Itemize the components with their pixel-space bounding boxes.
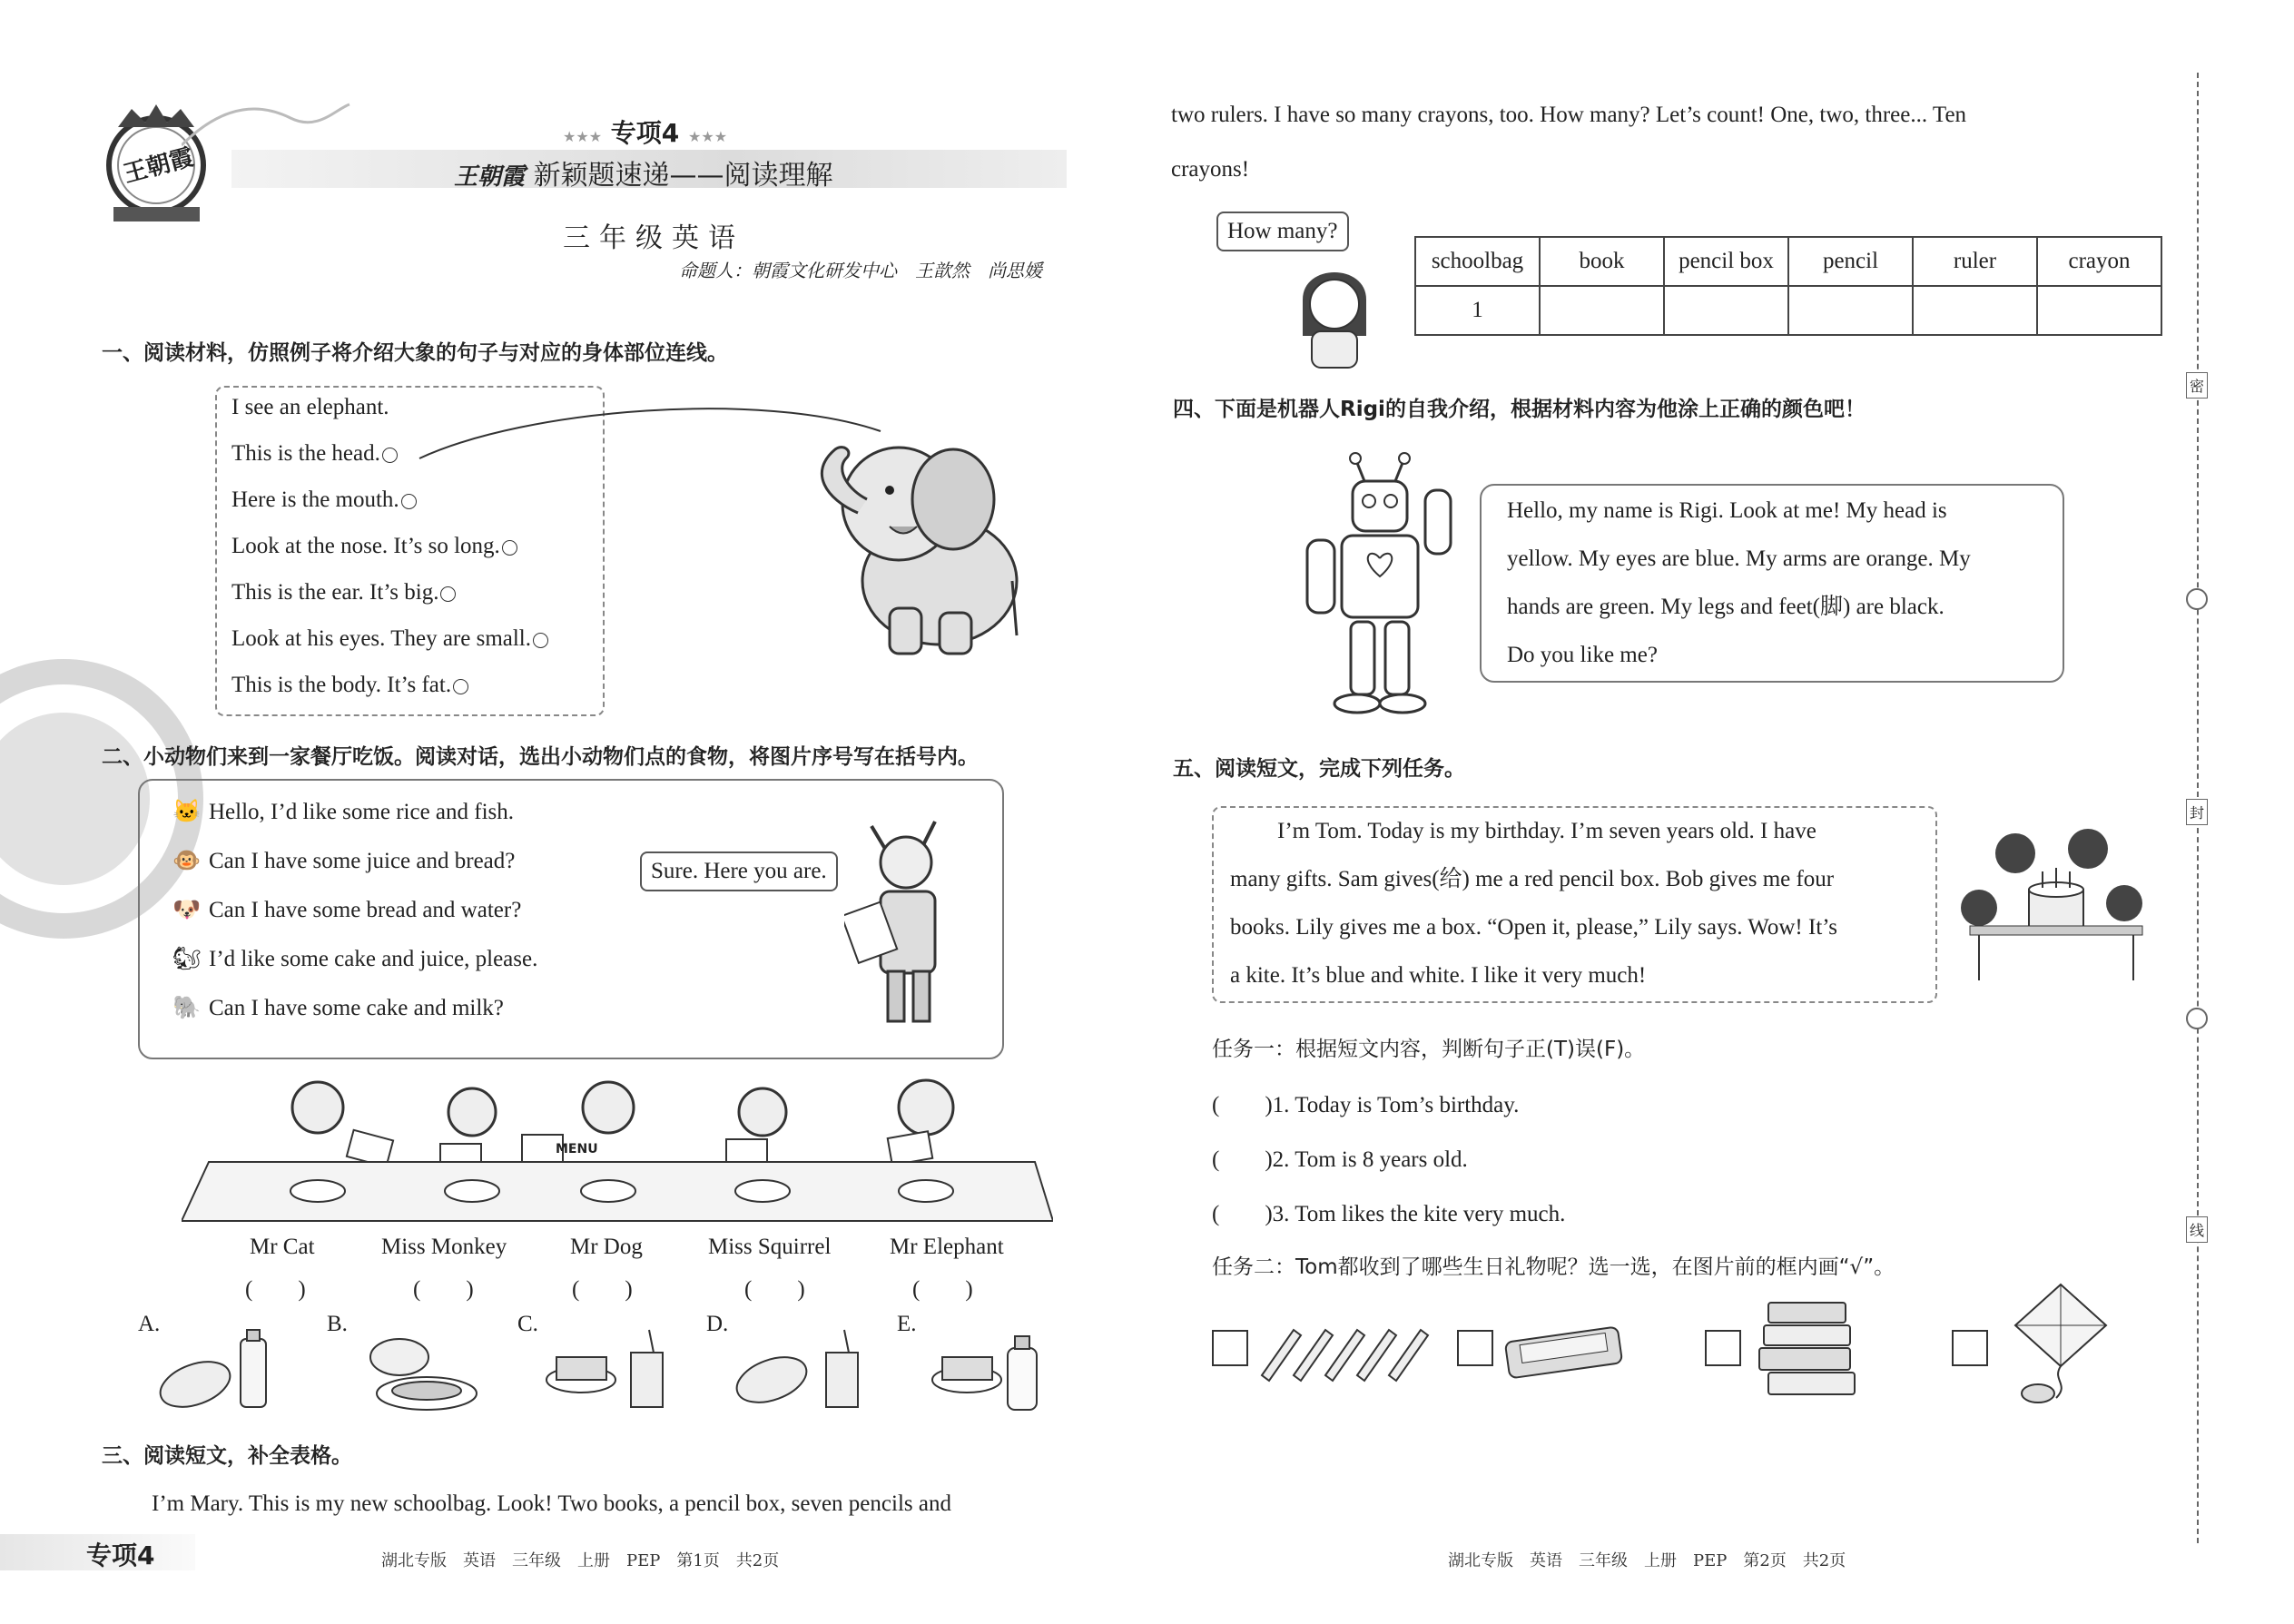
option-label: D. bbox=[706, 1312, 729, 1336]
footer-page1: 湖北专版 英语 三年级 上册 PEP 第1页 共2页 bbox=[381, 1551, 780, 1570]
table-cell[interactable] bbox=[1540, 286, 1664, 335]
binding-label: 封 bbox=[2186, 799, 2208, 825]
gift-checkbox[interactable] bbox=[1705, 1330, 1741, 1366]
section5-title: 五、阅读短文，完成下列任务。 bbox=[1173, 757, 1465, 781]
animal-name: Mr Elephant bbox=[890, 1235, 1004, 1259]
animal-name: Mr Dog bbox=[570, 1235, 643, 1259]
deer-waiter-icon bbox=[844, 808, 971, 1026]
answer-blank[interactable]: ( ) bbox=[912, 1277, 973, 1302]
squirrel-face-icon: 🐿 bbox=[172, 947, 202, 971]
table-cell: 1 bbox=[1415, 286, 1540, 335]
pencils-icon bbox=[1257, 1321, 1439, 1384]
bread-juice-icon bbox=[731, 1325, 876, 1416]
task1-item[interactable]: ( )1. Today is Tom’s birthday. bbox=[1212, 1093, 1520, 1117]
table-header: book bbox=[1540, 237, 1664, 286]
s1-line: This is the head. bbox=[231, 441, 548, 487]
cat-face-icon: 🐱 bbox=[172, 800, 202, 824]
books-icon bbox=[1755, 1298, 1864, 1403]
match-dot[interactable] bbox=[502, 540, 517, 556]
match-dot[interactable] bbox=[453, 679, 468, 694]
animal-name: Miss Monkey bbox=[381, 1235, 507, 1259]
bread-water-icon bbox=[154, 1325, 281, 1416]
menu-label: MENU bbox=[556, 1142, 598, 1156]
girl-mary-icon bbox=[1289, 254, 1380, 372]
task1-item[interactable]: ( )2. Tom is 8 years old. bbox=[1212, 1147, 1468, 1172]
table-cell[interactable] bbox=[1664, 286, 1788, 335]
page-title: 三年级英语 bbox=[563, 222, 744, 254]
authors: 命题人：朝霞文化研发中心 王歆然 尚思媛 bbox=[679, 260, 1042, 281]
match-dot[interactable] bbox=[401, 494, 417, 509]
binding-hole bbox=[2186, 1008, 2208, 1029]
rice-fish-icon bbox=[359, 1325, 486, 1416]
dog-face-icon: 🐶 bbox=[172, 898, 202, 922]
dialog-line: 🐘 Can I have some cake and milk? bbox=[172, 996, 504, 1020]
binding-label: 线 bbox=[2186, 1216, 2208, 1243]
kite-icon bbox=[2002, 1280, 2120, 1407]
bubble-line: Hello, my name is Rigi. Look at me! My head is bbox=[1507, 498, 1947, 523]
section5-passage bbox=[1230, 815, 1837, 1008]
passage-line: I’m Tom. Today is my birthday. I’m seven years old. I have bbox=[1277, 819, 1816, 843]
passage-line: a kite. It’s blue and white. I like it very much! bbox=[1230, 963, 1647, 988]
animal-name: Miss Squirrel bbox=[708, 1235, 832, 1259]
section2-dialog bbox=[172, 799, 537, 1044]
monkey-face-icon: 🐵 bbox=[172, 849, 202, 873]
header-ribbon bbox=[182, 100, 345, 154]
task2-title: 任务二：Tom都收到了哪些生日礼物呢？选一选，在图片前的框内画“√”。 bbox=[1212, 1255, 1895, 1279]
footer-page2: 湖北专版 英语 三年级 上册 PEP 第2页 共2页 bbox=[1448, 1551, 1846, 1570]
s1-line: This is the ear. It’s big. bbox=[231, 580, 548, 626]
match-dot[interactable] bbox=[440, 586, 456, 602]
gift-option-pencils bbox=[1212, 1312, 1439, 1403]
match-dot[interactable] bbox=[382, 448, 398, 463]
pencil-box-icon bbox=[1502, 1316, 1629, 1380]
dialog-line: 🐶 Can I have some bread and water? bbox=[172, 898, 522, 922]
table-cell[interactable] bbox=[1913, 286, 2037, 335]
gift-checkbox[interactable] bbox=[1457, 1330, 1493, 1366]
table-cell[interactable] bbox=[1788, 286, 1913, 335]
series-title: 王朝霞 新颖题速递——阅读理解 bbox=[454, 160, 833, 192]
gift-checkbox[interactable] bbox=[1952, 1330, 1988, 1366]
animal-name: Mr Cat bbox=[250, 1235, 315, 1259]
answer-blank[interactable]: ( ) bbox=[245, 1277, 306, 1302]
cake-juice-icon bbox=[540, 1325, 685, 1416]
section3-para-cont2: crayons! bbox=[1171, 157, 1250, 182]
section2-title: 二、小动物们来到一家餐厅吃饭。阅读对话，选出小动物们点的食物，将图片序号写在括号内。 bbox=[102, 745, 979, 769]
bubble-line: Do you like me? bbox=[1507, 643, 1658, 667]
s1-line: Here is the mouth. bbox=[231, 487, 548, 534]
logo-text: 王朝霞 bbox=[121, 143, 197, 189]
count-table bbox=[1414, 236, 2162, 336]
section3-para-cont1: two rulers. I have so many crayons, too. How many? Let’s count! One, two, three... Ten bbox=[1171, 103, 1967, 127]
task1-title: 任务一：根据短文内容，判断句子正(T)误(F)。 bbox=[1212, 1038, 1646, 1061]
table-header: schoolbag bbox=[1415, 237, 1540, 286]
gift-option-pencil-box bbox=[1457, 1312, 1639, 1403]
table-header: crayon bbox=[2037, 237, 2161, 286]
rigi-bubble-text bbox=[1507, 495, 1971, 687]
answer-blank[interactable]: ( ) bbox=[413, 1277, 474, 1302]
section3-title: 三、阅读短文，补全表格。 bbox=[102, 1444, 352, 1468]
dialog-line: 🐱 Hello, I’d like some rice and fish. bbox=[172, 800, 515, 824]
bubble-line: hands are green. My legs and feet(脚) are black. bbox=[1507, 595, 1944, 619]
table-cell[interactable] bbox=[2037, 286, 2161, 335]
binding-label: 密 bbox=[2186, 372, 2208, 399]
footer-tag: 专项4 bbox=[86, 1540, 155, 1570]
cake-milk-icon bbox=[926, 1325, 1071, 1416]
passage-line: books. Lily gives me a box. “Open it, please,” Lily says. Wow! It’s bbox=[1230, 915, 1837, 940]
dialog-line: 🐵 Can I have some juice and bread? bbox=[172, 849, 516, 873]
s1-line: Look at his eyes. They are small. bbox=[231, 626, 548, 673]
option-label: C. bbox=[517, 1312, 538, 1336]
option-label: A. bbox=[138, 1312, 161, 1336]
gift-option-books bbox=[1705, 1298, 1886, 1407]
waiter-bubble: Sure. Here you are. bbox=[640, 851, 838, 891]
restaurant-table bbox=[182, 1062, 1053, 1225]
robot-rigi-icon bbox=[1298, 445, 1462, 717]
s1-line: I see an elephant. bbox=[231, 395, 389, 419]
birthday-party-icon bbox=[1943, 808, 2170, 989]
elephant-icon bbox=[790, 427, 1035, 663]
binding-hole bbox=[2186, 588, 2208, 610]
answer-blank[interactable]: ( ) bbox=[572, 1277, 633, 1302]
s1-line: Look at the nose. It’s so long. bbox=[231, 534, 548, 580]
table-header: ruler bbox=[1913, 237, 2037, 286]
gift-checkbox[interactable] bbox=[1212, 1330, 1248, 1366]
match-dot[interactable] bbox=[533, 633, 548, 648]
table-header: pencil bbox=[1788, 237, 1913, 286]
option-label: E. bbox=[897, 1312, 917, 1336]
option-label: B. bbox=[327, 1312, 348, 1336]
gift-option-kite bbox=[1952, 1280, 2133, 1416]
answer-blank[interactable]: ( ) bbox=[744, 1277, 805, 1302]
section3-para-start: I’m Mary. This is my new schoolbag. Look! Two books, a pencil box, seven pencils and bbox=[152, 1491, 951, 1516]
task1-item[interactable]: ( )3. Tom likes the kite very much. bbox=[1212, 1202, 1566, 1226]
bubble-line: yellow. My eyes are blue. My arms are orange. My bbox=[1507, 546, 1971, 571]
section4-title: 四、下面是机器人Rigi的自我介绍，根据材料内容为他涂上正确的颜色吧！ bbox=[1173, 398, 1866, 421]
dialog-line: 🐿 I’d like some cake and juice, please. bbox=[172, 947, 538, 971]
special-label: ★★★ 专项4 ★★★ bbox=[563, 118, 728, 148]
section1-title: 一、阅读材料，仿照例子将介绍大象的句子与对应的身体部位连线。 bbox=[102, 341, 728, 365]
how-many-bubble: How many? bbox=[1216, 212, 1349, 251]
s1-line: This is the body. It’s fat. bbox=[231, 673, 548, 719]
table-header: pencil box bbox=[1664, 237, 1788, 286]
elephant-face-icon: 🐘 bbox=[172, 996, 202, 1020]
passage-line: many gifts. Sam gives(给) me a red pencil box. Bob gives me four bbox=[1230, 867, 1835, 891]
